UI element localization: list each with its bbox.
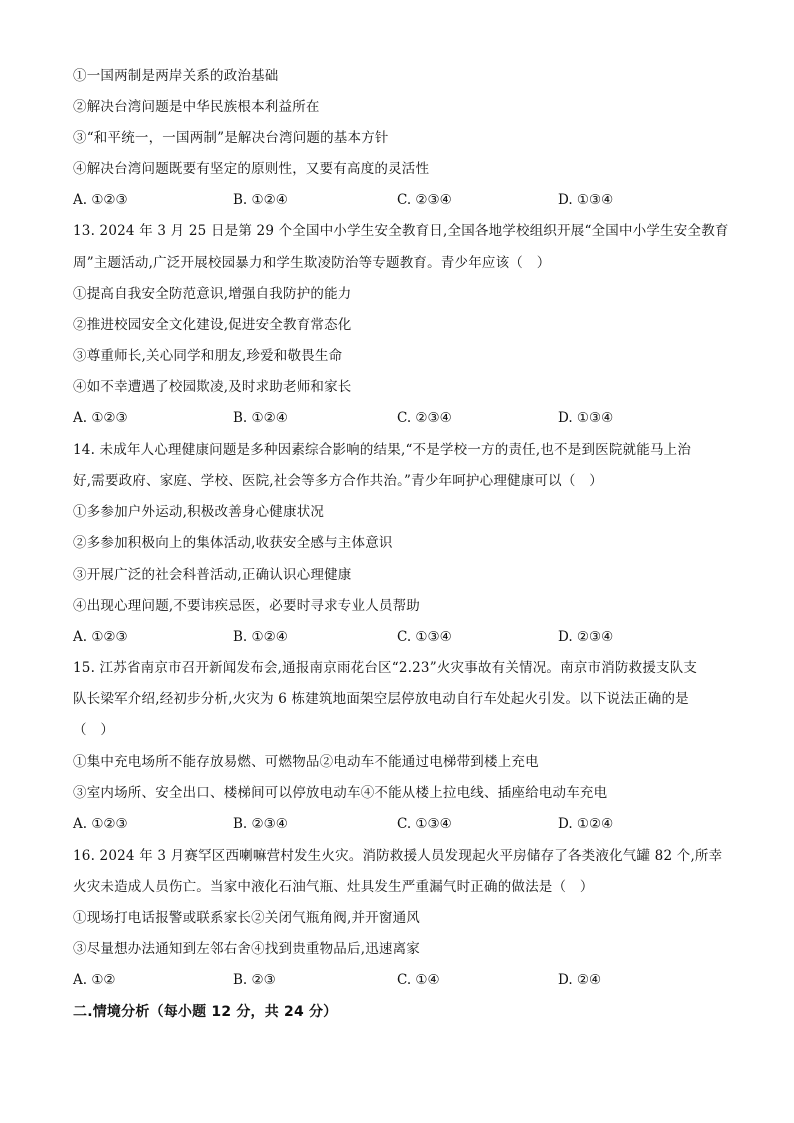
q15-option-a: A. ①②③ (73, 816, 128, 832)
q13-option-c: C. ②③④ (397, 410, 452, 426)
q13-option-b: B. ①②④ (233, 410, 288, 426)
q14-options (73, 627, 733, 647)
q14-stem-line-2: 好,需要政府、家庭、学校、医院,社会等多方合作共治。”青少年呵护心理健康可以（ ） (73, 473, 603, 489)
q16-option-b: B. ②③ (233, 972, 276, 988)
q14-option-c: C. ①③④ (397, 629, 452, 645)
q14-option-a: A. ①②③ (73, 629, 128, 645)
q14-option-d: D. ②③④ (558, 629, 614, 645)
q13-options (73, 408, 733, 428)
q14-option-b: B. ①②④ (233, 629, 288, 645)
q15-options (73, 814, 733, 834)
q12-item-1: ①一国两制是两岸关系的政治基础 (73, 68, 279, 84)
q12-option-a: A. ①②③ (73, 192, 128, 208)
q15-stem-line-1: 15. 江苏省南京市召开新闻发布会,通报南京雨花台区“2.23”火灾事故有关情况。南京市消防救援支队支 (73, 660, 698, 676)
q13-item-3: ③尊重师长,关心同学和朋友,珍爱和敬畏生命 (73, 348, 343, 364)
q15-stem-line-2: 队长梁军介绍,经初步分析,火灾为 6 栋建筑地面架空层停放电动自行车处起火引发。以下说法正确的是 (73, 691, 689, 707)
q15-item-2: ③室内场所、安全出口、楼梯间可以停放电动车④不能从楼上拉电线、插座给电动车充电 (73, 785, 608, 801)
q15-option-c: C. ①③④ (397, 816, 452, 832)
q16-option-c: C. ①④ (397, 972, 440, 988)
q14-item-1: ①多参加户外运动,积极改善身心健康状况 (73, 504, 325, 520)
q16-options (73, 970, 733, 990)
q13-item-4: ④如不幸遭遇了校园欺凌,及时求助老师和家长 (73, 379, 352, 395)
q15-item-1: ①集中充电场所不能存放易燃、可燃物品②电动车不能通过电梯带到楼上充电 (73, 754, 539, 770)
q13-stem-line-1: 13. 2024 年 3 月 25 日是第 29 个全国中小学生安全教育日,全国各地学校组织开展“全国中小学生安全教育 (73, 223, 729, 239)
q16-item-2: ③尽量想办法通知到左邻右舍④找到贵重物品后,迅速离家 (73, 941, 420, 957)
q12-option-c: C. ②③④ (397, 192, 452, 208)
q12-option-d: D. ①③④ (558, 192, 614, 208)
q16-option-a: A. ①② (73, 972, 116, 988)
q16-stem-line-2: 火灾未造成人员伤亡。当家中液化石油气瓶、灶具发生严重漏气时正确的做法是（ ） (73, 879, 594, 895)
q16-item-1: ①现场打电话报警或联系家长②关闭气瓶角阀,并开窗通风 (73, 910, 420, 926)
q13-item-1: ①提高自我安全防范意识,增强自我防护的能力 (73, 286, 352, 302)
q13-option-a: A. ①②③ (73, 410, 128, 426)
q14-item-2: ②多参加积极向上的集体活动,收获安全感与主体意识 (73, 535, 393, 551)
q14-item-3: ③开展广泛的社会科普活动,正确认识心理健康 (73, 567, 352, 583)
q14-stem-line-1: 14. 未成年人心理健康问题是多种因素综合影响的结果,“不是学校一方的责任,也不是到医院就能马上治 (73, 442, 692, 458)
q12-item-4: ④解决台湾问题既要有坚定的原则性，又要有高度的灵活性 (73, 161, 430, 177)
q13-option-d: D. ①③④ (558, 410, 614, 426)
q15-stem-line-3: （ ） (73, 722, 115, 738)
q14-item-4: ④出现心理问题,不要讳疾忌医，必要时寻求专业人员帮助 (73, 598, 420, 614)
q15-option-b: B. ②③④ (233, 816, 288, 832)
q12-option-b: B. ①②④ (233, 192, 288, 208)
q12-item-3: ③“和平统一，一国两制”是解决台湾问题的基本方针 (73, 130, 389, 146)
q13-item-2: ②推进校园安全文化建设,促进安全教育常态化 (73, 317, 352, 333)
q12-item-2: ②解决台湾问题是中华民族根本利益所在 (73, 99, 320, 115)
section-2-heading: 二.情境分析（每小题 12 分，共 24 分） (73, 1004, 338, 1020)
q16-option-d: D. ②④ (558, 972, 602, 988)
q13-stem-line-2: 周”主题活动,广泛开展校园暴力和学生欺凌防治等专题教育。青少年应该（ ） (73, 255, 551, 271)
q15-option-d: D. ①②④ (558, 816, 614, 832)
q16-stem-line-1: 16. 2024 年 3 月赛罕区西喇嘛营村发生火灾。消防救援人员发现起火平房储存了各类液化气罐 82 个,所幸 (73, 848, 723, 864)
q12-options (73, 190, 733, 210)
